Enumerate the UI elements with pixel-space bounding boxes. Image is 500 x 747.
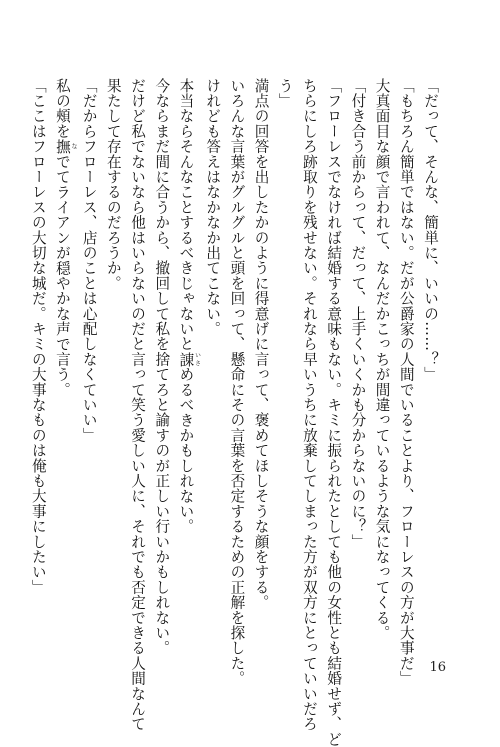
text-segment: 本当ならそんなことするべきじゃないと (177, 78, 195, 352)
text-segment: 私の頰を (53, 78, 71, 139)
furigana-word (177, 351, 201, 367)
furigana-reading: いさ (193, 351, 201, 367)
text-line: 大真面目な顔で言われて、なんだかこっちが間違っているような気になってくる。 (373, 78, 391, 641)
text-line: 今ならまだ間に合うから、撤回して私を捨てろと諭すのが正しい行いかもしれない。 (153, 78, 171, 656)
text-segment: でてライアンが穏やかな声で言う。 (53, 154, 71, 398)
text-line: 「付き合う前からって、だって、上手くいくかも分からないのに？」 (349, 78, 367, 550)
page-number: 16 (429, 660, 446, 675)
text-line: 満点の回答を出したかのように得意げに言って、褒めてほしそうな顔をする。 (252, 78, 270, 610)
text-line: けれども答えはなかなか出てこない。 (204, 78, 222, 337)
ruby-base: 諌 (177, 351, 195, 367)
text-line: いろんな言葉がグルグルと頭を回って、懸命にその言葉を否定するための正解を探した。 (228, 78, 246, 686)
text-line: 「フローレスでなければ結婚する意味もない。キミに振られたとしても他の女性とも結婚せず、ど (325, 78, 343, 747)
furigana-reading: な (69, 138, 77, 154)
text-line-with-ruby (173, 78, 200, 644)
text-line-with-ruby (50, 78, 77, 644)
text-line: 果たして存在するのだろうか。 (104, 78, 122, 291)
text-line: だけど私でないなら他はいらないのだと言って笑う愛しい人に、それでも否定できる人間なんて (129, 78, 147, 732)
text-line: 「だって、そんな、簡単に、いいの……？」 (422, 78, 439, 382)
text-line: 「ここはフローレスの大切な城だ。キミの大事なものは俺も大事にしたい」 (29, 78, 47, 595)
text-line: 「だからフローレス、店のことは心配しなくていい」 (80, 78, 98, 443)
ruby-base: 撫 (53, 138, 71, 155)
text-segment: めるべきかもしれない。 (177, 366, 195, 535)
text-line: ちらにしろ跡取りを残せない。それなら早いうちに放棄してしまった方が双方にとっていいだろ (300, 78, 318, 732)
text-line: 「もちろん簡単ではない。だが公爵家の人間でいることより、フローレスの方が大事だ」 (397, 78, 415, 686)
furigana-word (53, 138, 77, 155)
text-line: う」 (276, 78, 294, 109)
